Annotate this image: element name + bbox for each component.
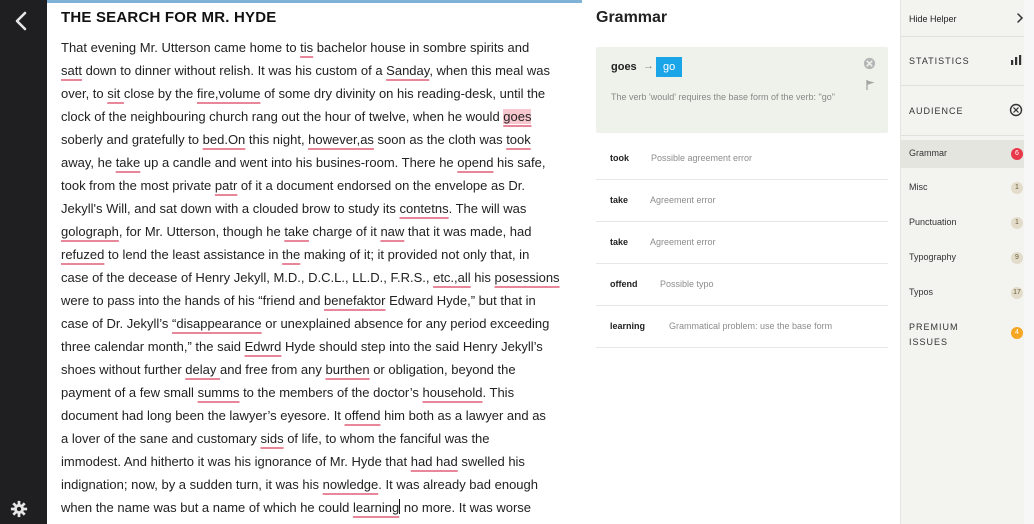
count-badge: 17 bbox=[1011, 287, 1023, 299]
divider bbox=[901, 36, 1034, 37]
text-segment: soon as the cloth was bbox=[373, 132, 507, 147]
flagged-error-word[interactable]: Sanday bbox=[386, 63, 430, 78]
hide-helper-button[interactable]: Hide Helper bbox=[909, 14, 957, 24]
text-line[interactable] bbox=[61, 496, 581, 519]
document-body[interactable] bbox=[61, 36, 581, 519]
text-line[interactable] bbox=[61, 427, 581, 450]
flagged-error-word[interactable]: bed.On bbox=[202, 132, 246, 147]
text-segment: a lover of the sane and customary bbox=[61, 431, 261, 446]
issue-word: offend bbox=[610, 279, 638, 289]
text-line[interactable] bbox=[61, 128, 581, 151]
bar-chart-icon[interactable] bbox=[1009, 53, 1023, 67]
category-typography[interactable] bbox=[901, 244, 1034, 272]
issue-description: Possible typo bbox=[660, 279, 714, 289]
text-segment: him both as a lawyer and as bbox=[380, 408, 546, 423]
text-segment: took from the most private bbox=[61, 178, 215, 193]
category-label: Misc bbox=[909, 182, 928, 192]
category-typos[interactable] bbox=[901, 279, 1034, 307]
flagged-error-word[interactable]: take bbox=[284, 224, 309, 239]
text-segment: his bbox=[470, 270, 495, 285]
text-segment: clock of the neighbouring church rang out the hour of twelve, when he would bbox=[61, 109, 504, 124]
text-line[interactable] bbox=[61, 473, 581, 496]
text-line[interactable] bbox=[61, 174, 581, 197]
text-line[interactable] bbox=[61, 36, 581, 59]
text-segment: indignation; now, by a sudden turn, it was his bbox=[61, 477, 323, 492]
active-suggestion-card[interactable] bbox=[596, 47, 888, 133]
active-error-word[interactable]: goes bbox=[503, 109, 532, 124]
text-segment: that it was made, had bbox=[404, 224, 532, 239]
text-segment: payment of a few small bbox=[61, 385, 198, 400]
count-badge: 1 bbox=[1011, 217, 1023, 229]
flagged-error-word[interactable]: sids bbox=[260, 431, 284, 446]
text-segment: to lend the least assistance in bbox=[104, 247, 283, 262]
flagged-error-word[interactable]: satt bbox=[61, 63, 82, 78]
issue-description: Agreement error bbox=[650, 195, 716, 205]
text-line[interactable] bbox=[61, 358, 581, 381]
back-button[interactable] bbox=[9, 9, 33, 33]
text-segment: Edward Hyde,” but that in bbox=[385, 293, 536, 308]
flagged-error-word[interactable]: refuzed bbox=[61, 247, 105, 262]
text-line[interactable] bbox=[61, 151, 581, 174]
text-segment: his safe, bbox=[493, 155, 546, 170]
text-line[interactable] bbox=[61, 335, 581, 358]
text-line[interactable] bbox=[61, 82, 581, 105]
text-line[interactable] bbox=[61, 243, 581, 266]
category-punctuation[interactable] bbox=[901, 209, 1034, 237]
settings-button[interactable] bbox=[8, 498, 30, 520]
text-segment: or unexplained absence for any period exceeding bbox=[261, 316, 550, 331]
flagged-error-word[interactable]: offend bbox=[344, 408, 381, 423]
flagged-error-word[interactable]: sit bbox=[107, 86, 124, 101]
flagged-error-word[interactable]: naw bbox=[380, 224, 405, 239]
text-segment: of some dry divinity on his reading-desk, until the bbox=[260, 86, 546, 101]
text-line[interactable] bbox=[61, 266, 581, 289]
premium-issues-button[interactable]: PREMIUM ISSUES bbox=[909, 322, 959, 347]
premium-count-badge: 4 bbox=[1011, 327, 1023, 339]
category-label: Typos bbox=[909, 287, 934, 297]
text-segment: Jekyll's Will, and sat down with a clouded brow to study its bbox=[61, 201, 400, 216]
text-segment: charge of it bbox=[308, 224, 381, 239]
text-segment: soberly and gratefully to bbox=[61, 132, 203, 147]
text-segment: over, to bbox=[61, 86, 108, 101]
issue-item[interactable] bbox=[596, 306, 888, 348]
arrow-icon: → bbox=[643, 60, 654, 72]
category-grammar[interactable] bbox=[901, 140, 1034, 168]
flagged-error-word[interactable]: had had bbox=[410, 454, 458, 469]
text-line[interactable] bbox=[61, 404, 581, 427]
issue-word: learning bbox=[610, 321, 646, 331]
text-segment: . The will was bbox=[448, 201, 527, 216]
flagged-error-word[interactable]: took bbox=[506, 132, 531, 147]
flagged-error-word[interactable]: opend bbox=[457, 155, 494, 170]
flagged-error-word[interactable]: take bbox=[115, 155, 141, 170]
close-circle-icon[interactable] bbox=[863, 57, 876, 70]
flagged-error-word[interactable]: Edwrd bbox=[244, 339, 282, 354]
flagged-error-word[interactable]: delay bbox=[185, 362, 220, 377]
flagged-error-word[interactable]: golograph bbox=[61, 224, 119, 239]
flagged-error-word[interactable]: “disappearance bbox=[172, 316, 262, 331]
scrollbar[interactable] bbox=[1024, 0, 1034, 524]
text-segment: swelled his bbox=[457, 454, 525, 469]
text-segment: bachelor house in sombre spirits and bbox=[313, 40, 530, 55]
divider bbox=[901, 85, 1034, 86]
text-segment: , for Mr. Utterson, though he bbox=[118, 224, 285, 239]
text-line[interactable] bbox=[61, 197, 581, 220]
flagged-word: goes bbox=[611, 61, 637, 73]
flagged-error-word[interactable]: the bbox=[282, 247, 301, 262]
flagged-error-word[interactable]: learning bbox=[352, 500, 400, 515]
suggestion-description: The verb 'would' requires the base form of the verb: "go" bbox=[611, 92, 835, 102]
flagged-error-word[interactable]: burthen bbox=[325, 362, 370, 377]
issue-item[interactable] bbox=[596, 222, 888, 264]
flagged-error-word[interactable]: posessions bbox=[494, 270, 560, 285]
issue-item[interactable] bbox=[596, 180, 888, 222]
flagged-error-word[interactable]: patr bbox=[214, 178, 238, 193]
flagged-error-word[interactable]: benefaktor bbox=[324, 293, 386, 308]
text-segment: of it a document endorsed on the envelope as Dr. bbox=[237, 178, 525, 193]
issue-item[interactable] bbox=[596, 264, 888, 306]
divider bbox=[901, 135, 1034, 136]
category-label: Typography bbox=[909, 252, 957, 262]
flagged-error-word[interactable]: etc.,all bbox=[433, 270, 471, 285]
text-line[interactable] bbox=[61, 450, 581, 473]
text-line[interactable] bbox=[61, 105, 581, 128]
text-line[interactable] bbox=[61, 220, 581, 243]
issue-description: Agreement error bbox=[650, 237, 716, 247]
suggestion-button[interactable]: go bbox=[656, 57, 682, 77]
flagged-error-word[interactable]: tis bbox=[300, 40, 314, 55]
text-segment: That evening Mr. Utterson came home to bbox=[61, 40, 301, 55]
text-segment: . This bbox=[482, 385, 515, 400]
text-segment: up a candle and went into his busines-room. There he bbox=[140, 155, 458, 170]
text-segment: three calendar month,” the said bbox=[61, 339, 245, 354]
document-editor[interactable] bbox=[61, 7, 581, 519]
issue-word: took bbox=[610, 153, 629, 163]
count-badge: 9 bbox=[1011, 252, 1023, 264]
text-segment: close by the bbox=[123, 86, 197, 101]
issue-description: Possible agreement error bbox=[651, 153, 753, 163]
text-segment: immodest. And hitherto it was his ignorance of Mr. Hyde that bbox=[61, 454, 411, 469]
category-label: Grammar bbox=[909, 148, 947, 158]
text-segment: . It was already bad enough bbox=[378, 477, 538, 492]
text-segment: case of Dr. Jekyll’s bbox=[61, 316, 173, 331]
chevron-left-icon bbox=[14, 11, 28, 31]
text-segment: away, he bbox=[61, 155, 116, 170]
gear-icon bbox=[10, 500, 28, 518]
text-segment: no more. It was worse bbox=[400, 500, 532, 515]
text-line[interactable] bbox=[61, 59, 581, 82]
count-badge: 6 bbox=[1011, 148, 1023, 160]
text-segment: making of it; it provided not only that, in bbox=[300, 247, 530, 262]
flagged-error-word[interactable]: nowledge bbox=[322, 477, 379, 492]
target-icon[interactable] bbox=[1009, 103, 1023, 117]
issue-item[interactable] bbox=[596, 138, 888, 180]
text-segment: to the members of the doctor’s bbox=[239, 385, 423, 400]
text-segment: or obligation, beyond the bbox=[369, 362, 516, 377]
document-title[interactable]: THE SEARCH FOR MR. HYDE bbox=[61, 9, 277, 26]
text-segment: down to dinner without relish. It was his custom of a bbox=[81, 63, 387, 78]
issue-word: take bbox=[610, 195, 629, 205]
count-badge: 1 bbox=[1011, 182, 1023, 194]
text-segment: Hyde should step into the said Henry Jekyll’s bbox=[281, 339, 543, 354]
text-segment: , when this meal was bbox=[429, 63, 550, 78]
flagged-error-word[interactable]: however,as bbox=[308, 132, 374, 147]
text-line[interactable] bbox=[61, 312, 581, 335]
text-line[interactable] bbox=[61, 381, 581, 404]
text-segment: case of the decease of Henry Jekyll, M.D., D.C.L., LL.D., F.R.S., bbox=[61, 270, 434, 285]
audience-button[interactable]: AUDIENCE bbox=[909, 106, 964, 116]
issue-description: Grammatical problem: use the base form bbox=[669, 321, 833, 331]
text-segment: and free from any bbox=[220, 362, 326, 377]
text-segment: when the name was but a name of which he could bbox=[61, 500, 353, 515]
grammar-panel bbox=[582, 0, 900, 524]
flagged-error-word[interactable]: fire,volume bbox=[196, 86, 261, 101]
helper-sidebar bbox=[900, 0, 1034, 524]
text-segment: this night, bbox=[245, 132, 309, 147]
issue-word: take bbox=[610, 237, 629, 247]
category-misc[interactable] bbox=[901, 174, 1034, 202]
text-segment: were to pass into the hands of his “friend and bbox=[61, 293, 325, 308]
text-segment: shoes without further bbox=[61, 362, 186, 377]
flag-icon[interactable] bbox=[865, 79, 877, 91]
text-line[interactable] bbox=[61, 289, 581, 312]
flagged-error-word[interactable]: household bbox=[422, 385, 483, 400]
flagged-error-word[interactable]: contetns bbox=[399, 201, 449, 216]
statistics-button[interactable]: STATISTICS bbox=[909, 56, 970, 66]
text-segment: document had long been the lawyer’s eyesore. It bbox=[61, 408, 345, 423]
category-label: Punctuation bbox=[909, 217, 957, 227]
panel-title: Grammar bbox=[596, 9, 668, 26]
flagged-error-word[interactable]: summs bbox=[197, 385, 240, 400]
left-sidebar bbox=[0, 0, 47, 524]
text-segment: of life, to whom the fanciful was the bbox=[283, 431, 490, 446]
